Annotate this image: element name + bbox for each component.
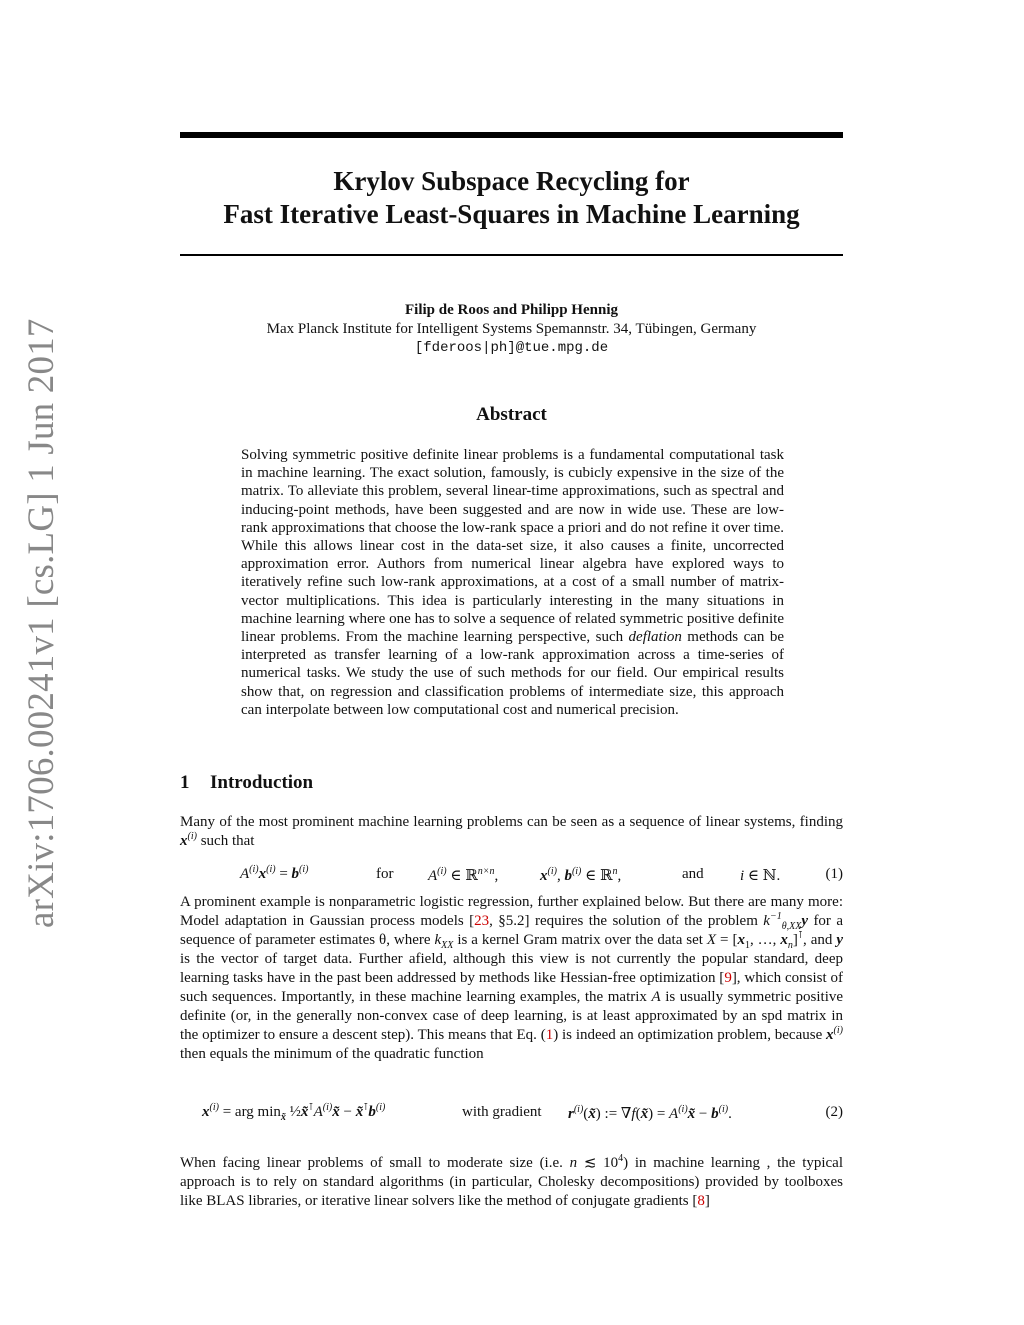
abstract-body (241, 446, 784, 719)
eq2-lhs: $x^{(i)}$ = arg $\min_{x̃}$ $\frac{1}{2}x̃^⊺A^{(i)}x̃$ − $x̃^⊺b^{(i)}$ (202, 1102, 386, 1123)
math-a: A (651, 989, 661, 1005)
equation-1 (180, 866, 843, 886)
intro-paragraph-1: Many of the most prominent machine learning problems can be seen as a sequence of linear systems, finding $x^{(i)}$ such that (180, 814, 843, 849)
math-data-set: $X = [x_1$, …, $x_n]^⊺$ (706, 930, 804, 951)
p3-t1: When facing linear problems of small to moderate size (i.e. (180, 1155, 563, 1171)
p1-text: Many of the most prominent machine learning problems can be seen as a sequence of linear systems, finding (180, 814, 843, 830)
abstract-heading: Abstract (476, 404, 547, 425)
eq1-domain-a: $A^{(i)}$ ∈ ℝ$^{n\times n}$, (428, 866, 499, 884)
abstract-text-2: methods can be interpreted as transfer learning of a low-rank approximation across a time-series of numerical tasks. We study the use of such methods for our field. Our empirical results show that, on regression and classification problems of intermediate size, this approach can interpolate between low computational cost and numerical precision. (241, 629, 784, 718)
arxiv-sidebar-stamp: arXiv:1706.00241v1 [cs.LG] 1 Jun 2017 (21, 318, 62, 928)
intro-paragraph-2: A prominent example is nonparametric logistic regression, further explained below. But there are many more: Model adaptation in Gaussian process models [23, §5.2] requires the solution of the problem $k^{-1}_{\theta,XX}y$ for a sequence of parameter estimates θ, where $k_{XX}$ is a kernel Gram matrix over the data set $X = [x_1$, …, $x_n]^⊺$, and y is the vector of target data. Further afield, although this view is not currently the popular standard, deep learning tasks have in the past been addressed by methods like Hessian-free optimization [9], which consist of such sequences. Importantly, in these machine learning examples, the matrix A is usually symmetric positive definite (or, in the generally non-convex case of deep learning, is at least approximated by an spd matrix in the optimizer to ensure a descent step). This means that Eq. (1) is indeed an optimization problem, because $x^{(i)}$ then equals the minimum of the quadratic function (180, 894, 844, 1062)
equation-ref-1[interactable]: 1 (545, 1027, 554, 1043)
p2-t6: is the vector of target data. Further afield, although this view is not currently the popular standard, deep learning tasks have in the past been addressed by methods like Hessian-free optimization [ (180, 951, 843, 986)
equation-2 (180, 1100, 843, 1130)
p2-t9: ) is indeed an optimization problem, because (553, 1027, 823, 1043)
eq1-index: i ∈ ℕ. (740, 868, 781, 884)
math-size-bound: n ≲ $10^4$ (569, 1153, 624, 1171)
intro-paragraph-3 (180, 1154, 843, 1211)
eq1-label: (1) (825, 866, 843, 882)
section-title: Introduction (210, 772, 314, 793)
citation-23[interactable]: 23 (474, 913, 490, 929)
affiliation: Max Planck Institute for Intelligent Systems Spemannstr. 34, Tübingen, Germany (266, 321, 757, 337)
math-kxx: $k_{XX}$ (434, 932, 454, 951)
eq2-label: (2) (825, 1104, 843, 1120)
title-rule-top (180, 132, 843, 138)
title-line-1: Krylov Subspace Recycling for (333, 166, 690, 196)
author-block (180, 301, 843, 358)
math-x-i-2: x (826, 1027, 834, 1043)
p1-tail: such that (200, 833, 255, 849)
math-y: y (836, 932, 844, 948)
p2-t7: ], which consist of such sequences. Importantly, in these machine learning examples, the matrix (180, 970, 843, 1005)
eq2-gradient: $r^{(i)}(x̃)$ := ∇f(x̃) = $A^{(i)}x̃ - b^{(i)}$. (568, 1104, 732, 1122)
section-number: 1 (180, 772, 190, 793)
p3-t3: ] (704, 1193, 710, 1209)
p2-t4: is a kernel Gram matrix over the data set (457, 932, 703, 948)
eq1-lhs: $A^{(i)}x^{(i)} = b^{(i)}$ (240, 864, 309, 882)
author-names: Filip de Roos and Philipp Hennig (405, 302, 618, 318)
citation-9[interactable]: 9 (724, 970, 732, 986)
math-x-i: x (180, 833, 188, 849)
citation-8[interactable]: 8 (697, 1193, 705, 1209)
title-line-2: Fast Iterative Least-Squares in Machine Learning (223, 199, 800, 229)
p3-t2: ) in machine learning , the typical approach is to rely on standard algorithms (in particular, Cholesky decompositions) provided by toolboxes like BLAS libraries, or iterative linear solvers like the method of conjugate gradients [ (180, 1155, 844, 1209)
author-email: [fderoos|ph]@tue.mpg.de (414, 340, 609, 356)
p2-t8: is usually symmetric positive definite (or, in the generally non-convex case of deep learning, is at least approximated by an spd matrix in the optimizer to ensure a descent step). This means that Eq. ( (180, 989, 844, 1043)
title-rule-bottom (180, 254, 843, 256)
p2-t5: , and (803, 932, 833, 948)
eq1-for: for (376, 866, 394, 882)
eq1-and: and (682, 866, 704, 882)
abstract-text-1: Solving symmetric positive definite linear problems is a fundamental computational task in machine learning. The exact solution, famously, is cubicly expensive in the size of the matrix. To alleviate this problem, several linear-time approximations, such as spectral and inducing-point methods, have been suggested and are now in wide use. These are low-rank approximations that choose the low-rank space a priori and do not refine it over time. While this allows linear cost in the data-set size, it also causes a finite, uncorrected approximation error. Authors from numerical linear algebra have explored ways to iteratively refine such low-rank approximations, at a cost of a small number of matrix-vector multiplications. This idea is particularly interesting in the many situations in machine learning where one has to solve a sequence of related symmetric positive definite linear problems. From the machine learning perspective, such (241, 447, 784, 646)
eq2-with-gradient: with gradient (462, 1104, 542, 1120)
section-heading-introduction (180, 772, 313, 794)
eq1-domain-xb: $x^{(i)}$, $b^{(i)}$ ∈ ℝ$^n$, (540, 866, 622, 884)
p2-t2: , §5.2] requires the solution of the problem (489, 913, 758, 929)
p2-t3: for a sequence of parameter estimates θ, where (180, 913, 844, 948)
p2-t10: then equals the minimum of the quadratic function (180, 1046, 484, 1062)
math-k-inverse: k (763, 913, 770, 929)
abstract-emphasis: deflation (628, 629, 682, 646)
paper-title (180, 165, 843, 231)
p2-t1: A prominent example is nonparametric logistic regression, further explained below. But there are many more: Model adaptation in Gaussian process models [ (180, 894, 843, 929)
